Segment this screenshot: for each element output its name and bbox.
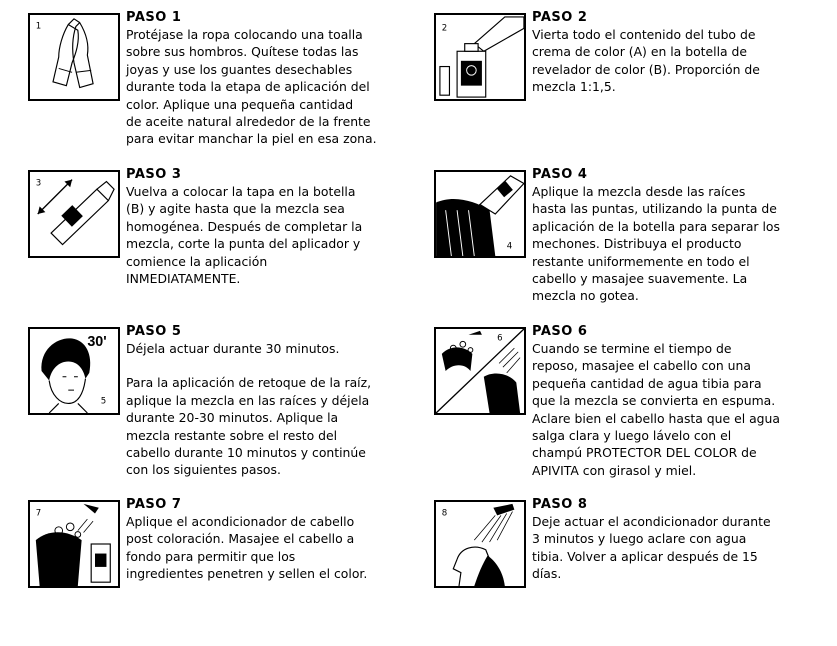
step-8-body: Deje actuar el acondicionador durante 3 minutos y luego aclare con agua tibia. Volver a aplicar después de 15 días. [532,514,771,582]
step-4-text [532,166,832,305]
rinse-shampoo-icon [436,329,524,413]
step-3-illustration [28,170,120,258]
step-2-text [532,9,832,96]
gloves-icon [30,15,118,99]
step-6-number: 6 [497,333,503,344]
step-1-text [126,9,426,148]
step-5-title: PASO 5 [126,324,182,339]
step-5-illustration [28,327,120,415]
step-7-text [126,496,426,583]
step-5-body: Déjela actuar durante 30 minutos. [126,341,340,356]
step-2-number: 2 [441,23,448,34]
step-1-body: Protéjase la ropa colocando una toalla sobre sus hombros. Quítese todas las joyas y use los guantes desechables durante toda la etapa de aplicación del color. Aplique una pequeña cantidad de aceite natural alrededor de la frente para evitar manchar la piel en esa zona. [126,27,377,147]
step-8-text [532,496,832,583]
timer-badge: 30' [87,334,107,351]
step-4-body: Aplique la mezcla desde las raíces hasta las puntas, utilizando la punta de aplicación de la botella para separar los mechones. Distribuya el producto restante uniformemente en todo el cabello y masajee suavemente. La mezcla no gotea. [532,184,780,304]
step-4-title: PASO 4 [532,167,588,182]
step-1-illustration [28,13,120,101]
step-5-body-extra: Para la aplicación de retoque de la raíz, aplique la mezcla en las raíces y déjela durante 20-30 minutos. Aplique la mezcla restante sobre el resto del cabello durante 10 minutos y continúe con los siguientes pasos. [126,375,372,478]
wait-timer-icon [30,329,118,413]
step-2-illustration [434,13,526,101]
step-3-body: Vuelva a colocar la tapa en la botella (B) y agite hasta que la mezcla sea homogénea. Después de completar la mezcla, corte la punta del aplicador y comience la aplicación INMEDIATAMENTE. [126,184,363,287]
step-7-body: Aplique el acondicionador de cabello post coloración. Masajee el cabello a fondo para permitir que los ingredientes penetren y sellen el color. [126,514,368,582]
step-2-body: Vierta todo el contenido del tubo de crema de color (A) en la botella de revelador de color (B). Proporción de mezcla 1:1,5. [532,27,760,95]
step-7-number: 7 [35,508,42,519]
step-7-title: PASO 7 [126,497,182,512]
step-1-number: 1 [35,21,42,32]
step-8-title: PASO 8 [532,497,588,512]
conditioner-icon [30,502,118,586]
step-3-title: PASO 3 [126,167,182,182]
apply-hair-icon [436,172,524,256]
step-6-illustration [434,327,526,415]
step-6-body: Cuando se termine el tiempo de reposo, masajee el cabello con una pequeña cantidad de agua tibia para que la mezcla se convierta en espuma. Aclare bien el cabello hasta que el agua salga clara y luego lávelo con el champú PROTECTOR DEL COLOR de APIVITA con girasol y miel. [532,341,780,478]
shower-rinse-icon [436,502,524,586]
step-7-illustration [28,500,120,588]
step-6-title: PASO 6 [532,324,588,339]
step-5-number: 5 [100,396,107,407]
step-3-text [126,166,426,287]
step-2-title: PASO 2 [532,10,588,25]
step-4-number: 4 [506,241,513,252]
step-8-number: 8 [441,508,448,519]
step-1-title: PASO 1 [126,10,182,25]
tube-bottle-icon [436,15,524,99]
step-8-illustration [434,500,526,588]
shake-bottle-icon [30,172,118,256]
step-3-number: 3 [35,178,42,189]
step-4-illustration [434,170,526,258]
step-5-text [126,323,426,479]
step-6-text [532,323,832,479]
